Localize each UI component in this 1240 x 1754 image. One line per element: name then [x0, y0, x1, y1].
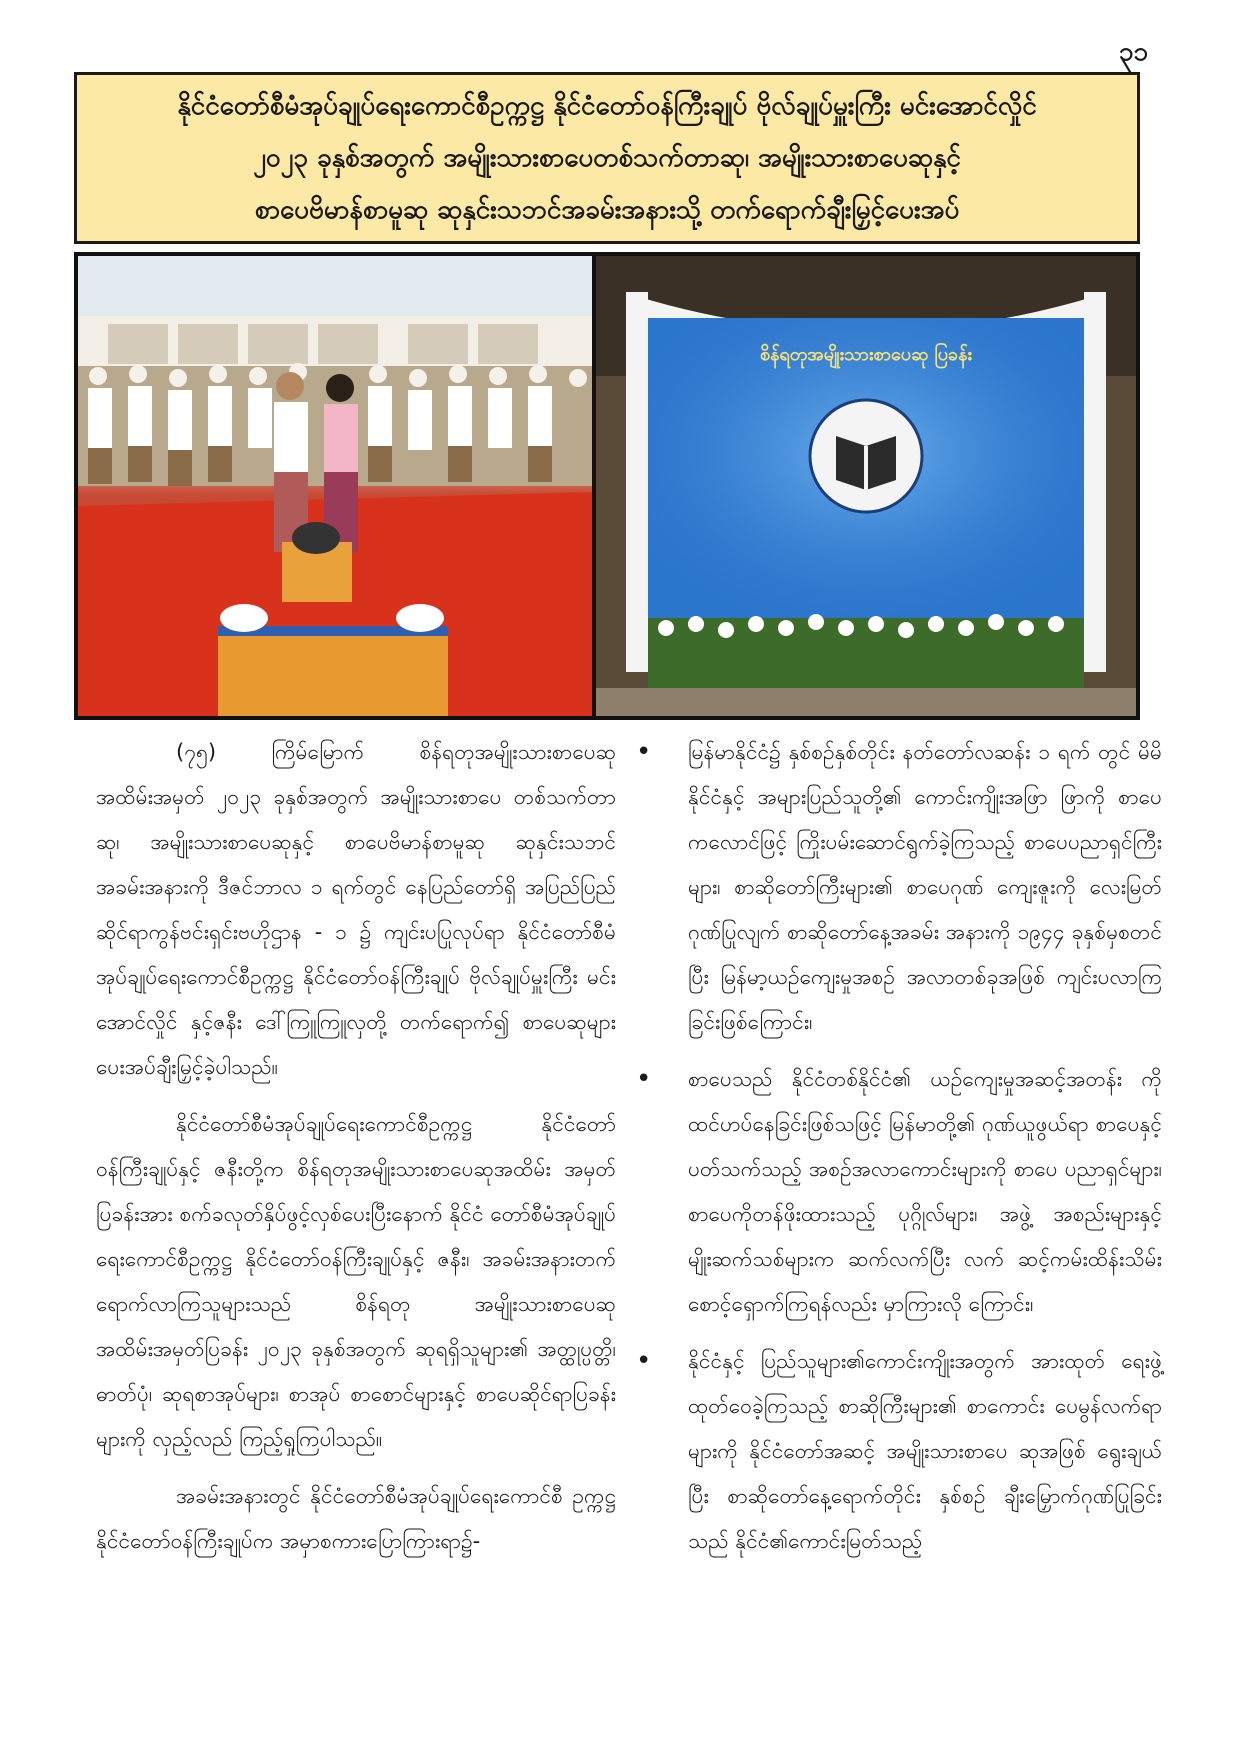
banner-title: စိန်ရတုအမျိုးသားစာပေဆု ပြခန်း [759, 344, 973, 365]
bullet-icon: • [636, 1064, 652, 1094]
ceremony-photo [78, 256, 592, 716]
speech-points-list [632, 730, 1162, 1564]
speech-point-text: စာပေသည် နိုင်ငံတစ်နိုင်ငံ၏ ယဉ်ကျေးမှုအဆင့်အတန်း ကိုထင်ဟပ်နေခြင်းဖြစ်သဖြင့် မြန်မာတို့၏ ဂုဏ်ယူဖွယ်ရာ စာပေနှင့်ပတ်သက်သည့် အစဉ်အလာကောင်းများကို စာပေ ပညာရှင်များ၊ စာပေကိုတန်ဖိုးထားသည့် ပုဂ္ဂိုလ်များ၊ အဖွဲ့ အစည်းများနှင့် မျိုးဆက်သစ်များက ဆက်လက်ပြီး လက် ဆင့်ကမ်းထိန်းသိမ်းစောင့်ရှောက်ကြရန်လည်း မှာကြားလို ကြောင်း၊ [688, 1067, 1162, 1316]
article-paragraph-1: (၇၅) ကြိမ်မြောက် စိန်ရတုအမျိုးသားစာပေဆုအထိမ်းအမှတ် ၂၀၂၃ ခုနှစ်အတွက် အမျိုးသားစာပေ တစ်သက်တာဆု၊ အမျိုးသားစာပေဆုနှင့် စာပေဗိမာန်စာမူဆု ဆုနှင်းသဘင် အခမ်းအနားကို ဒီဇင်ဘာလ ၁ ရက်တွင် နေပြည်တော်ရှိ အပြည်ပြည်ဆိုင်ရာကွန်ဗင်းရှင်းဗဟိုဌာန - ၁ ၌ ကျင်းပပြုလုပ်ရာ နိုင်ငံတော်စီမံအုပ်ချုပ်ရေးကောင်စီဥက္ကဋ္ဌ နိုင်ငံတော်ဝန်ကြီးချုပ် ဗိုလ်ချုပ်မှူးကြီး မင်းအောင်လှိုင် နှင့်ဇနီး ဒေါ်ကြူကြူလှတို့ တက်ရောက်၍ စာပေဆုများပေးအပ်ချီးမြှင့်ခဲ့ပါသည်။ [96, 740, 616, 1079]
bullet-icon: • [636, 737, 652, 767]
page-number: ၃၁ [1118, 37, 1148, 67]
headline-line-3: စာပေဗိမာန်စာမူဆု ဆုနှင်းသဘင်အခမ်းအနားသို့ တက်ရောက်ချီးမြှင့်ပေးအပ် [254, 195, 960, 225]
bullet-icon: • [636, 1346, 652, 1376]
speech-point [632, 1057, 1162, 1327]
headline-line-2: ၂၀၂၃ ခုနှစ်အတွက် အမျိုးသားစာပေတစ်သက်တာဆု၊ အမျိုးသားစာပေဆုနှင့် [253, 143, 961, 173]
article-left-column [96, 730, 616, 1730]
speech-point [632, 1339, 1162, 1564]
article-paragraph-3: အခမ်းအနားတွင် နိုင်ငံတော်စီမံအုပ်ချုပ်ရေးကောင်စီ ဥက္ကဋ္ဌ နိုင်ငံတော်ဝန်ကြီးချုပ်က အမှာစကားပြောကြားရာ၌- [96, 1484, 616, 1553]
headline-line-1: နိုင်ငံတော်စီမံအုပ်ချုပ်ရေးကောင်စီဥက္ကဋ္ဌ နိုင်ငံတော်ဝန်ကြီးချုပ် ဗိုလ်ချုပ်မှူးကြီး မင်းအောင်လှိုင် [177, 91, 1037, 121]
headline-box [74, 72, 1140, 244]
ceremony-photo-illustration [78, 256, 592, 716]
speech-point-text: နိုင်ငံနှင့် ပြည်သူများ၏ကောင်းကျိုးအတွက် အားထုတ် ရေးဖွဲ့ထုတ်ဝေခဲ့ကြသည့် စာဆိုကြီးများ၏ စာကောင်း ပေမွန်လက်ရာများကို နိုင်ငံတော်အဆင့် အမျိုးသားစာပေ ဆုအဖြစ် ရွေးချယ်ပြီး စာဆိုတော်နေ့ရောက်တိုင်း နှစ်စဉ် ချီးမြှောက်ဂုဏ်ပြုခြင်းသည် နိုင်ငံ၏ကောင်းမြတ်သည့် [688, 1349, 1162, 1553]
exhibition-banner-illustration [596, 256, 1136, 716]
photo-strip [74, 252, 1140, 720]
speech-point [632, 730, 1162, 1045]
article-right-column [632, 730, 1162, 1730]
article-paragraph-2: နိုင်ငံတော်စီမံအုပ်ချုပ်ရေးကောင်စီဥက္ကဋ္ဌ နိုင်ငံတော် ဝန်ကြီးချုပ်နှင့် ဇနီးတို့က စိန်ရတုအမျိုးသားစာပေဆုအထိမ်း အမှတ်ပြခန်းအား စက်ခလုတ်နှိပ်ဖွင့်လှစ်ပေးပြီးနောက် နိုင်ငံ တော်စီမံအုပ်ချုပ်ရေးကောင်စီဥက္ကဋ္ဌ နိုင်ငံတော်ဝန်ကြီးချုပ်နှင့် ဇနီး၊ အခမ်းအနားတက်ရောက်လာကြသူများသည် စိန်ရတု အမျိုးသားစာပေဆု အထိမ်းအမှတ်ပြခန်း ၂၀၂၃ ခုနှစ်အတွက် ဆုရရှိသူများ၏ အတ္ထုပ္ပတ္တိ၊ ဓာတ်ပုံ၊ ဆုရစာအုပ်များ၊ စာအုပ် စာစောင်များနှင့် စာပေဆိုင်ရာပြခန်းများကို လှည့်လည် ကြည့်ရှုကြပါသည်။ [96, 1112, 616, 1451]
speech-point-text: မြန်မာနိုင်ငံ၌ နှစ်စဉ်နှစ်တိုင်း နတ်တော်လဆန်း ၁ ရက် တွင် မိမိနိုင်ငံနှင့် အများပြည်သူတို့၏ ကောင်းကျိုးအဖြာ ဖြာကို စာပေကလောင်ဖြင့် ကြိုးပမ်းဆောင်ရွက်ခဲ့ကြသည့် စာပေပညာရှင်ကြီးများ၊ စာဆိုတော်ကြီးများ၏ စာပေဂုဏ် ကျေးဇူးကို လေးမြတ်ဂုဏ်ပြုလျက် စာဆိုတော်နေ့အခမ်း အနားကို ၁၉၄၄ ခုနှစ်မှစတင်ပြီး မြန်မာ့ယဉ်ကျေးမှုအစဉ် အလာတစ်ခုအဖြစ် ကျင်းပလာကြခြင်းဖြစ်ကြောင်း၊ [688, 740, 1162, 1034]
exhibition-banner-photo [596, 256, 1136, 716]
